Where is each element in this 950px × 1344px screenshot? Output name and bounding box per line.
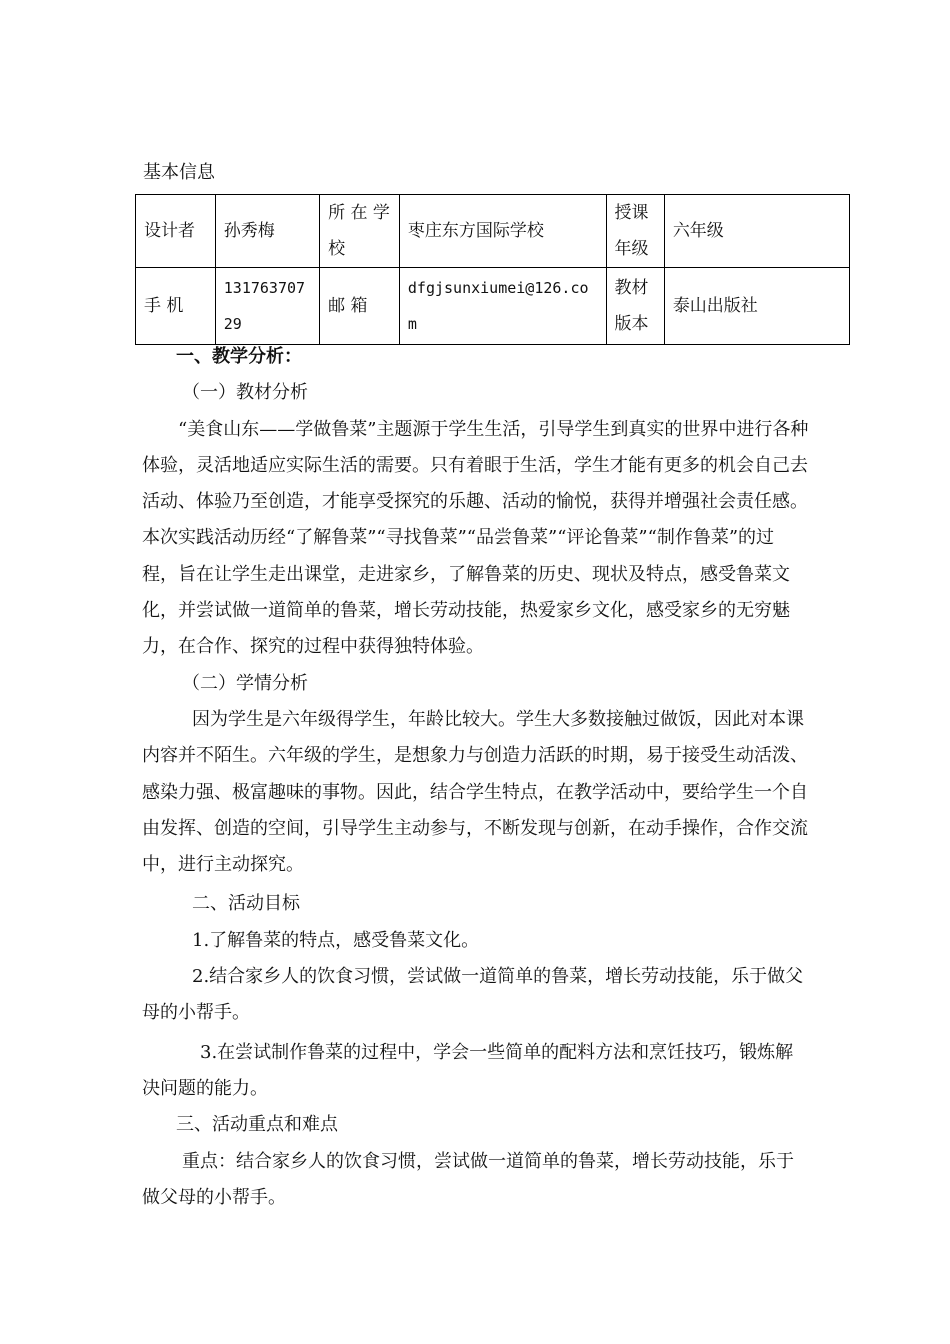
paragraph-textbook-analysis: “美食山东——学做鲁菜”主题源于学生生活，引导学生到真实的世界中进行各种体验，灵活地适应实际生活的需要。只有着眼于生活，学生才能有更多的机会自己去活动、体验乃至创造，才能享受探究的乐趣、活动的愉悦，获得并增强社会责任感。本次实践活动历经“了解鲁菜”“寻找鲁菜”“品尝鲁菜”“评论鲁菜”“制作鲁菜”的过程，旨在让学生走出课堂，走进家乡，了解鲁菜的历史、现状及特点，感受鲁菜文化，并尝试做一道简单的鲁菜，增长劳动技能，热爱家乡文化，感受家乡的无穷魅力，在合作、探究的过程中获得独特体验。 bbox=[142, 418, 809, 658]
grade-cell: 六年级 bbox=[664, 195, 849, 268]
basic-info-heading: 基本信息 bbox=[143, 162, 215, 183]
designer-cell: 孙秀梅 bbox=[215, 195, 319, 268]
basic-info-table bbox=[135, 194, 850, 345]
document-body bbox=[142, 339, 810, 1216]
table-row bbox=[136, 195, 850, 268]
table-row bbox=[136, 268, 850, 345]
email-label-cell: 邮 箱 bbox=[320, 268, 400, 345]
paragraph-key-points: 重点：结合家乡人的饮食习惯，尝试做一道简单的鲁菜，增长劳动技能，乐于做父母的小帮手。 bbox=[142, 1150, 794, 1208]
section-title-goals: 二、活动目标 bbox=[192, 893, 300, 915]
subsection-title-textbook: （一）教材分析 bbox=[182, 382, 308, 404]
email-cell: dfgjsunxiumei@126.com bbox=[399, 268, 606, 345]
designer-label-cell: 设计者 bbox=[136, 195, 216, 268]
school-cell: 枣庄东方国际学校 bbox=[399, 195, 606, 268]
goal-item-1: 1.了解鲁菜的特点，感受鲁菜文化。 bbox=[192, 929, 480, 951]
phone-cell: 13176370729 bbox=[215, 268, 319, 345]
school-label-cell: 所 在 学 校 bbox=[320, 195, 400, 268]
goal-item-3: 3.在尝试制作鲁菜的过程中，学会一些简单的配料方法和烹饪技巧，锻炼解决问题的能力。 bbox=[142, 1041, 794, 1099]
phone-label-cell: 手 机 bbox=[136, 268, 216, 345]
edition-label-cell: 教材 版本 bbox=[606, 268, 664, 345]
section-title-teaching-analysis: 一、教学分析： bbox=[176, 346, 302, 367]
goal-item-2: 2.结合家乡人的饮食习惯，尝试做一道简单的鲁菜，增长劳动技能，乐于做父母的小帮手。 bbox=[142, 966, 804, 1024]
paragraph-student-analysis: 因为学生是六年级得学生，年龄比较大。学生大多数接触过做饭，因此对本课内容并不陌生。六年级的学生，是想象力与创造力活跃的时期，易于接受生动活泼、感染力强、极富趣味的事物。因此，结合学生特点，在教学活动中，要给学生一个自由发挥、创造的空间，引导学生主动参与，不断发现与创新，在动手操作，合作交流中，进行主动探究。 bbox=[142, 708, 808, 876]
edition-cell: 泰山出版社 bbox=[664, 268, 849, 345]
subsection-title-student: （二）学情分析 bbox=[182, 672, 308, 694]
grade-label-cell: 授课 年级 bbox=[606, 195, 664, 268]
section-title-key-points: 三、活动重点和难点 bbox=[176, 1114, 338, 1136]
